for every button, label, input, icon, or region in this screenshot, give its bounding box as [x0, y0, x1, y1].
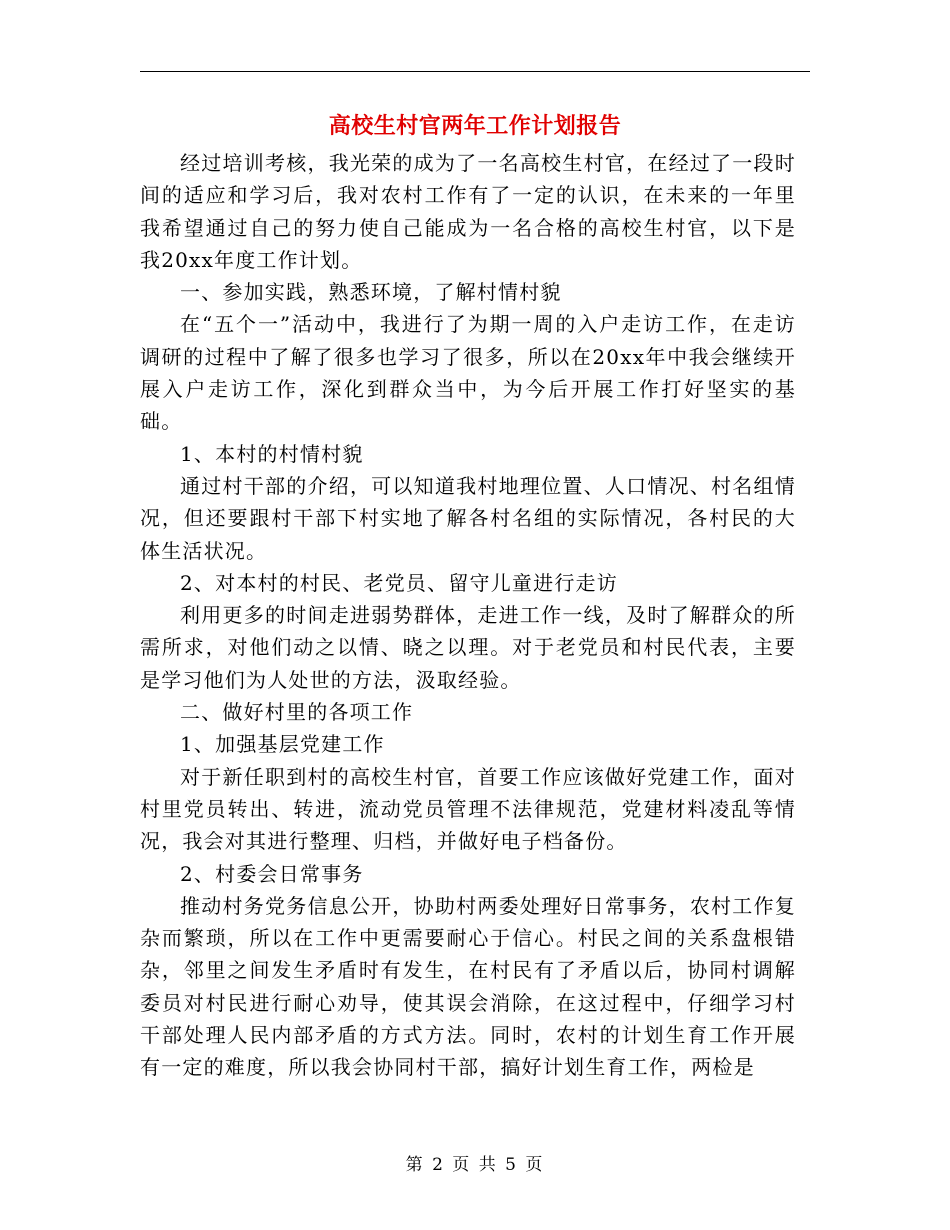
heading-section-1: 一、参加实践，熟悉环境，了解村情村貌	[180, 280, 562, 305]
subheading-2-2: 2、村委会日常事务	[180, 861, 364, 886]
document-title: 高校生村官两年工作计划报告	[328, 113, 622, 139]
paragraph-visits: 在“五个一”活动中，我进行了为期一周的入户走访工作，在走访调研的过程中了解了很多也学习了很多，所以在20xx年中我会继续开展入户走访工作，深化到群众当中，为今后开展工作打好坚实的基础。	[140, 312, 796, 434]
paragraph-daily-affairs: 推动村务党务信息公开，协助村两委处理好日常事务，农村工作复杂而繁琐，所以在工作中更需要耐心于信心。村民之间的关系盘根错杂，邻里之间发生矛盾时有发生，在村民有了矛盾以后，协同村调解委员对村民进行耐心劝导，使其误会消除，在这过程中，仔细学习村干部处理人民内部矛盾的方式方法。同时，农村的计划生育工作开展有一定的难度，所以我会协同村干部，搞好计划生育工作，两检是	[140, 893, 796, 1080]
paragraph-vulnerable-groups: 利用更多的时间走进弱势群体，走进工作一线，及时了解群众的所需所求，对他们动之以情、晓之以理。对于老党员和村民代表，主要是学习他们为人处世的方法，汲取经验。	[140, 603, 796, 692]
paragraph-intro: 经过培训考核，我光荣的成为了一名高校生村官，在经过了一段时间的适应和学习后，我对农村工作有了一定的认识，在未来的一年里我希望通过自己的努力使自己能成为一名合格的高校生村官，以下是我20xx年度工作计划。	[140, 151, 796, 272]
paragraph-village-info: 通过村干部的介绍，可以知道我村地理位置、人口情况、村名组情况，但还要跟村干部下村实地了解各村名组的实际情况，各村民的大体生活状况。	[140, 473, 796, 563]
subheading-2-1: 1、加强基层党建工作	[180, 732, 385, 757]
page-footer: 第 2 页 共 5 页	[405, 1155, 545, 1175]
header-rule	[140, 71, 810, 72]
document-body	[140, 147, 796, 1084]
heading-section-2: 二、做好村里的各项工作	[180, 700, 414, 725]
paragraph-party-building: 对于新任职到村的高校生村官，首要工作应该做好党建工作，面对村里党员转出、转进，流动党员管理不法律规范，党建材料凌乱等情况，我会对其进行整理、归档，并做好电子档备份。	[140, 764, 796, 854]
subheading-1-1: 1、本村的村情村貌	[180, 441, 364, 466]
subheading-1-2: 2、对本村的村民、老党员、留守儿童进行走访	[180, 570, 618, 595]
